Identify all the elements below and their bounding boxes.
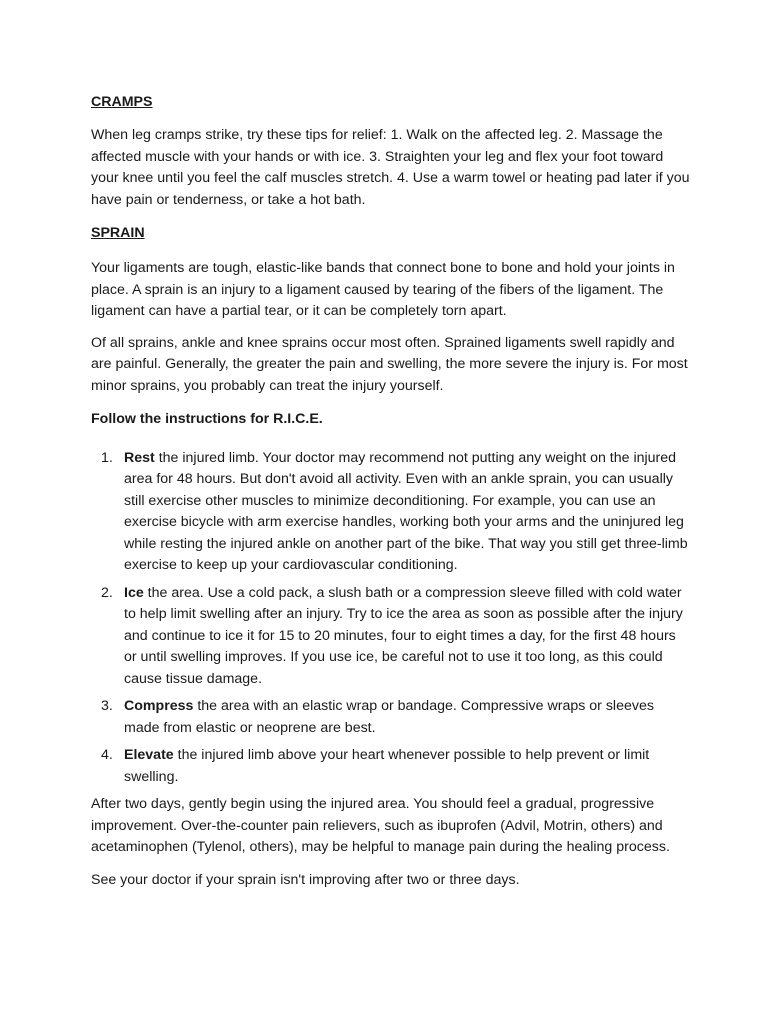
rice-instructions-heading: Follow the instructions for R.I.C.E. bbox=[91, 411, 323, 427]
sprain-heading: SPRAIN bbox=[91, 225, 145, 241]
cramps-paragraph: When leg cramps strike, try these tips for relief: 1. Walk on the affected leg. 2. Massage the affected muscle with your hands or with ice. 3. Straighten your leg and flex your foot toward your knee until you feel the calf muscles stretch. 4. Use a warm towel or heating pad later if you have pain or tenderness, or take a hot bath. bbox=[91, 127, 690, 208]
rice-item-rest bbox=[91, 448, 691, 577]
rice-item-ice bbox=[91, 583, 691, 691]
list-number: 1. bbox=[101, 449, 113, 466]
rice-term: Compress bbox=[124, 698, 194, 714]
rice-term: Elevate bbox=[124, 747, 174, 763]
after-two-days-paragraph: After two days, gently begin using the injured area. You should feel a gradual, progressive improvement. Over-the-counter pain relievers, such as ibuprofen (Advil, Motrin, others) and acetaminophen (Tylenol, others), may be helpful to manage pain during the healing process. bbox=[91, 796, 670, 855]
document-page bbox=[91, 92, 691, 891]
rice-text: the injured limb above your heart whenever possible to help prevent or limit swelling. bbox=[124, 747, 650, 785]
list-number: 4. bbox=[101, 747, 113, 763]
sprain-paragraph-ligaments: Your ligaments are tough, elastic-like bands that connect bone to bone and hold your joints in place. A sprain is an injury to a ligament caused by tearing of the fibers of the ligament. The ligament can have a partial tear, or it can be completely torn apart. bbox=[91, 260, 675, 319]
rice-term: Ice bbox=[124, 584, 144, 601]
list-number: 2. bbox=[101, 584, 113, 601]
rice-term: Rest bbox=[124, 449, 155, 466]
rice-text: the area. Use a cold pack, a slush bath or a compression sleeve filled with cold water to help limit swelling after an injury. Try to ice the area as soon as possible after the injury and continue to ice it for 15 to 20 minutes, four to eight times a day, for the first 48 hours or until swelling improves. If you use ice, be careful not to use it too long, as this could cause tissue damage. bbox=[124, 584, 683, 687]
rice-item-compress bbox=[91, 696, 691, 739]
rice-text: the area with an elastic wrap or bandage. Compressive wraps or sleeves made from elastic or neoprene are best. bbox=[124, 698, 654, 736]
see-doctor-paragraph: See your doctor if your sprain isn't improving after two or three days. bbox=[91, 871, 520, 888]
sprain-paragraph-common: Of all sprains, ankle and knee sprains occur most often. Sprained ligaments swell rapidly and are painful. Generally, the greater the pain and swelling, the more severe the injury is. For most minor sprains, you probably can treat the injury yourself. bbox=[91, 334, 688, 394]
rice-item-elevate bbox=[91, 745, 691, 788]
cramps-heading: CRAMPS bbox=[91, 94, 153, 110]
rice-list bbox=[91, 448, 691, 789]
list-number: 3. bbox=[101, 698, 113, 714]
rice-text: the injured limb. Your doctor may recommend not putting any weight on the injured area for 48 hours. But don't avoid all activity. Even with an ankle sprain, you can usually still exercise other muscles to minimize deconditioning. For example, you can use an exercise bicycle with arm exercise handles, working both your arms and the uninjured leg while resting the injured ankle on another part of the bike. That way you still get three-limb exercise to keep up your cardiovascular conditioning. bbox=[124, 449, 688, 573]
